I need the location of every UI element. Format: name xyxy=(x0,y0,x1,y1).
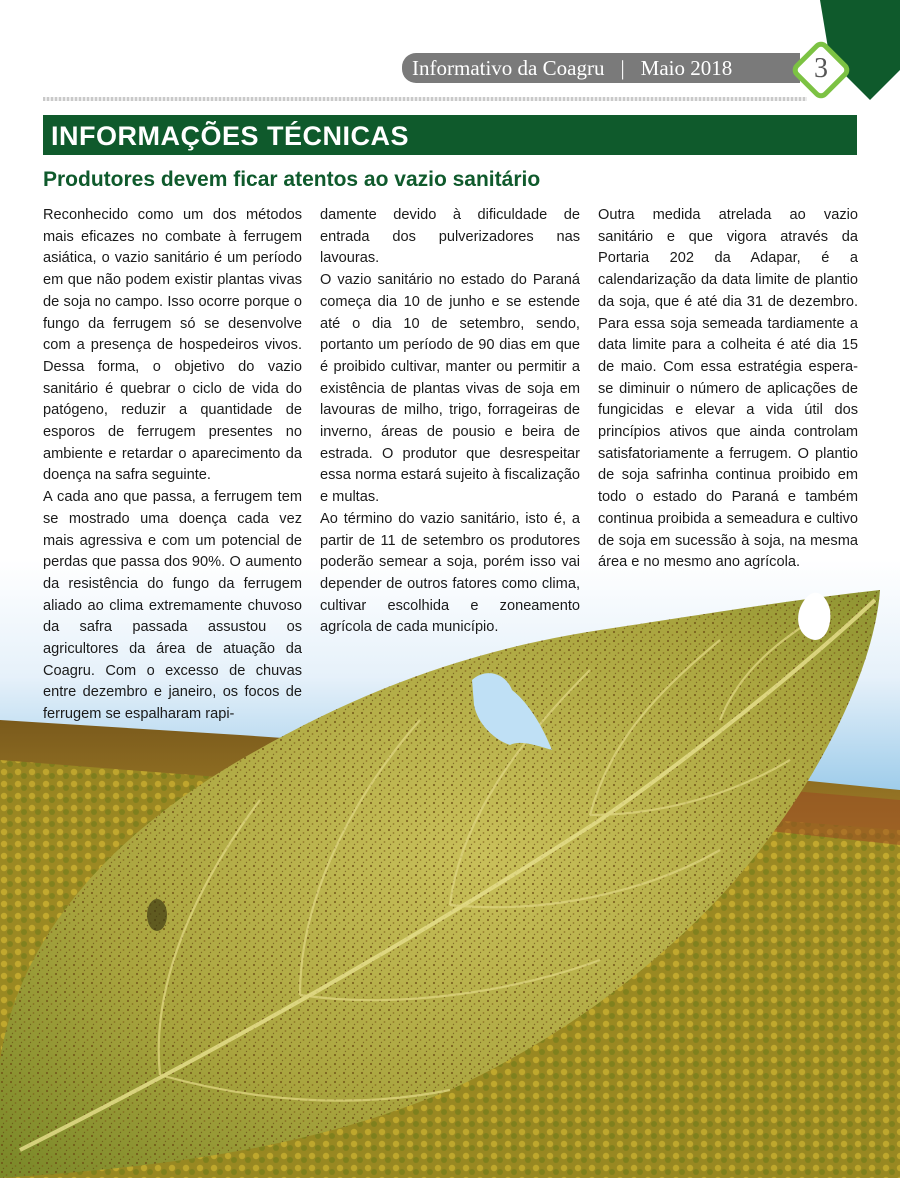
article-column-2 xyxy=(320,205,580,639)
article-title: Produtores devem ficar atentos ao vazio sanitário xyxy=(43,168,541,191)
paragraph: Ao término do vazio sanitário, isto é, a partir de 11 de setembro os produtores poderão semear a soja, porém isso vai depender de outros fatores como clima, cultivar escolhida e zoneamento agrícola de cada município. xyxy=(320,510,580,636)
paragraph: damente devido à dificuldade de entrada dos pulverizadores nas lavouras. xyxy=(320,207,580,267)
paragraph: A cada ano que passa, a ferrugem tem se mostrado uma doença cada vez mais agressiva e com um potencial de perdas que passa dos 90%. O aumento da resistência do fungo da ferrugem aliado ao clima extremamente chuvoso da safra passada assustou os agricultores da área de atuação da Coagru. Com o excesso de chuvas entre dezembro e janeiro, os focos de ferrugem se espalharam rapi- xyxy=(43,489,302,723)
section-title: INFORMAÇÕES TÉCNICAS xyxy=(43,115,857,155)
header-separator: | xyxy=(620,56,625,80)
paragraph: Reconhecido como um dos métodos mais eficazes no combate à ferrugem asiática, o vazio sanitário é um período em que não podem existir plantas vivas de soja no campo. Isso ocorre porque o fungo da ferrugem só se desenvolve com a presença de hospedeiros vivos. Dessa forma, o objetivo do vazio sanitário é quebrar o ciclo de vida do patógeno, reduzir a quantidade de esporos de ferrugem presentes no ambiente e retardar o aparecimento da doença na safra seguinte. xyxy=(43,207,302,484)
header-rule xyxy=(43,97,807,101)
running-header xyxy=(402,53,800,83)
page-number-badge xyxy=(791,40,851,100)
paragraph: Outra medida atrelada ao vazio sanitário e que vigora através da Portaria 202 da Adapar, é a calendarização da data limite de plantio da soja, que é até dia 31 de dezembro. Para essa soja semeada tardiamente a data limite para a colheita é até dia 15 de maio. Com essa estratégia espera-se diminuir o número de aplicações de fungicidas e elevar a vida útil dos princípios ativos que ainda controlam satisfatoriamente a ferrugem. O plantio de soja safrinha continua proibido em todo o estado do Paraná e também continua proibida a semeadura e cultivo de soja em sucessão à soja, na mesma área e no mesmo ano agrícola. xyxy=(598,207,858,571)
issue-date: Maio 2018 xyxy=(640,56,733,80)
article-column-3 xyxy=(598,205,858,574)
paragraph: O vazio sanitário no estado do Paraná começa dia 10 de junho e se estende até o dia 10 de setembro, sendo, portanto um período de 90 dias em que é proibido cultivar, manter ou permitir a existência de plantas vivas de soja em lavouras de milho, trigo, forrageiras de inverno, áreas de pousio e beira de estrada. O produtor que desrespeitar essa norma estará sujeito à fiscalização e multas. xyxy=(320,272,580,506)
page-number: 3 xyxy=(814,53,828,84)
publication-name: Informativo da Coagru xyxy=(412,56,605,80)
article-column-1 xyxy=(43,205,302,726)
